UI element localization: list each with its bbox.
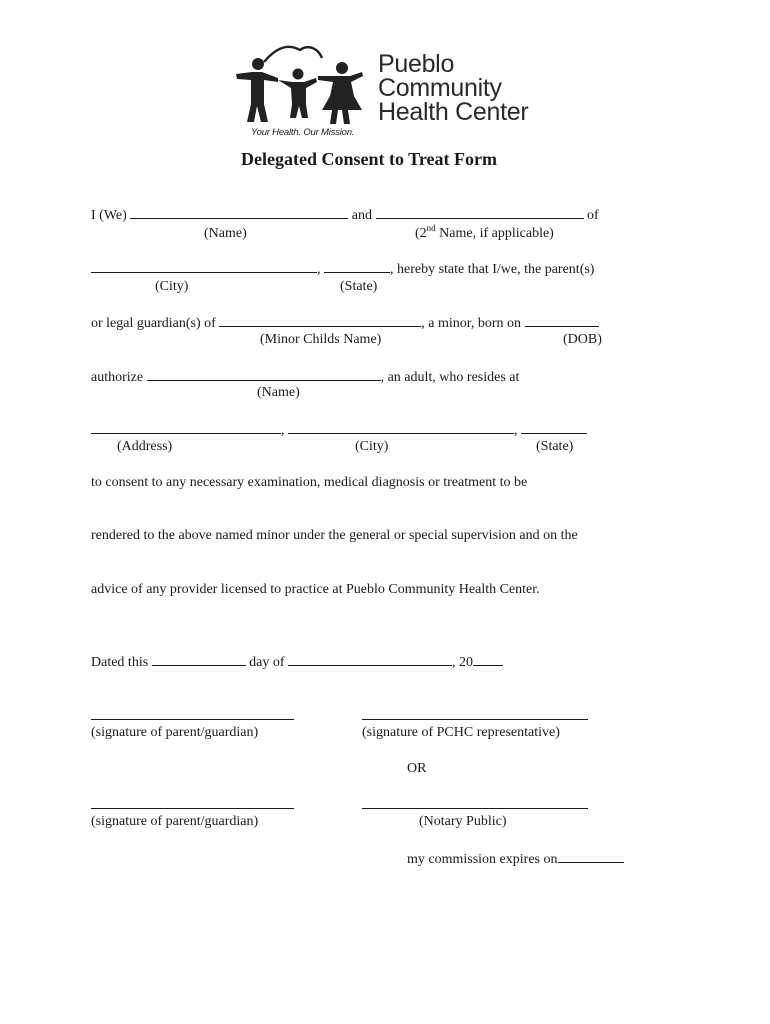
label-parent-signature-1: (signature of parent/guardian) [91, 725, 259, 740]
line4-suffix: , an adult, who resides at [380, 370, 520, 385]
dated-line [91, 654, 503, 670]
address-city-blank[interactable] [288, 422, 514, 434]
name-blank[interactable] [130, 207, 348, 219]
minor-name-blank[interactable] [219, 315, 421, 327]
body-text-3: advice of any provider licensed to practice at Pueblo Community Health Center. [91, 582, 540, 597]
address-blank[interactable] [91, 422, 281, 434]
parent-signature-line-1[interactable] [91, 719, 294, 720]
label-second-name-pre: (2 [415, 226, 427, 241]
label-adult-name: (Name) [257, 385, 300, 400]
label-pchc-signature: (signature of PCHC representative) [362, 725, 560, 740]
parent-signature-line-2[interactable] [91, 808, 294, 809]
form-line-1 [91, 207, 599, 223]
form-line-4 [91, 369, 519, 385]
adult-name-blank[interactable] [147, 369, 381, 381]
line3-middle: , a minor, born on [421, 316, 522, 331]
year-blank[interactable] [473, 654, 503, 666]
line2-comma: , [317, 262, 321, 277]
label-dob: (DOB) [563, 332, 602, 347]
dated-suffix: , 20 [452, 655, 474, 670]
address-state-blank[interactable] [521, 422, 587, 434]
line2-suffix: , hereby state that I/we, the parent(s) [390, 262, 595, 277]
city-blank[interactable] [91, 261, 317, 273]
body-text-2: rendered to the above named minor under the general or special supervision and on the [91, 528, 578, 543]
commission-text: my commission expires on [407, 852, 558, 867]
label-minor-name: (Minor Childs Name) [260, 332, 382, 347]
line1-prefix: I (We) [91, 208, 127, 223]
logo-line-2: Community [378, 74, 502, 102]
label-second-name [415, 223, 554, 241]
day-blank[interactable] [152, 654, 246, 666]
dated-prefix: Dated this [91, 655, 149, 670]
month-blank[interactable] [288, 654, 452, 666]
label-second-name-sup: nd [426, 223, 436, 233]
line1-suffix: of [587, 208, 599, 223]
page-title: Delegated Consent to Treat Form [241, 149, 497, 169]
line5-comma-1: , [281, 423, 285, 438]
commission-line [407, 851, 624, 867]
label-address-city: (City) [355, 439, 389, 454]
second-name-blank[interactable] [376, 207, 584, 219]
label-state: (State) [340, 279, 378, 294]
label-address-state: (State) [536, 439, 574, 454]
label-notary-public: (Notary Public) [419, 814, 507, 829]
label-parent-signature-2: (signature of parent/guardian) [91, 814, 259, 829]
logo-line-3: Health Center [378, 98, 529, 126]
form-line-3 [91, 315, 599, 331]
notary-signature-line[interactable] [362, 808, 588, 809]
dated-middle: day of [249, 655, 285, 670]
line1-middle: and [351, 208, 373, 223]
form-line-5 [91, 422, 587, 438]
line3-prefix: or legal guardian(s) of [91, 316, 216, 331]
label-second-name-post: Name, if applicable) [435, 226, 554, 241]
line4-prefix: authorize [91, 370, 144, 385]
form-line-2 [91, 261, 594, 277]
logo-tagline: Your Health. Our Mission. [251, 127, 355, 138]
line5-comma-2: , [514, 423, 518, 438]
commission-date-blank[interactable] [558, 851, 624, 863]
state-blank[interactable] [324, 261, 390, 273]
dob-blank[interactable] [525, 315, 599, 327]
or-separator: OR [407, 761, 427, 776]
label-address: (Address) [117, 439, 173, 454]
family-logo-icon [234, 44, 368, 128]
label-name: (Name) [204, 226, 247, 241]
label-city: (City) [155, 279, 189, 294]
logo-line-1: Pueblo [378, 50, 455, 78]
pchc-signature-line[interactable] [362, 719, 588, 720]
body-text-1: to consent to any necessary examination, medical diagnosis or treatment to be [91, 475, 528, 490]
